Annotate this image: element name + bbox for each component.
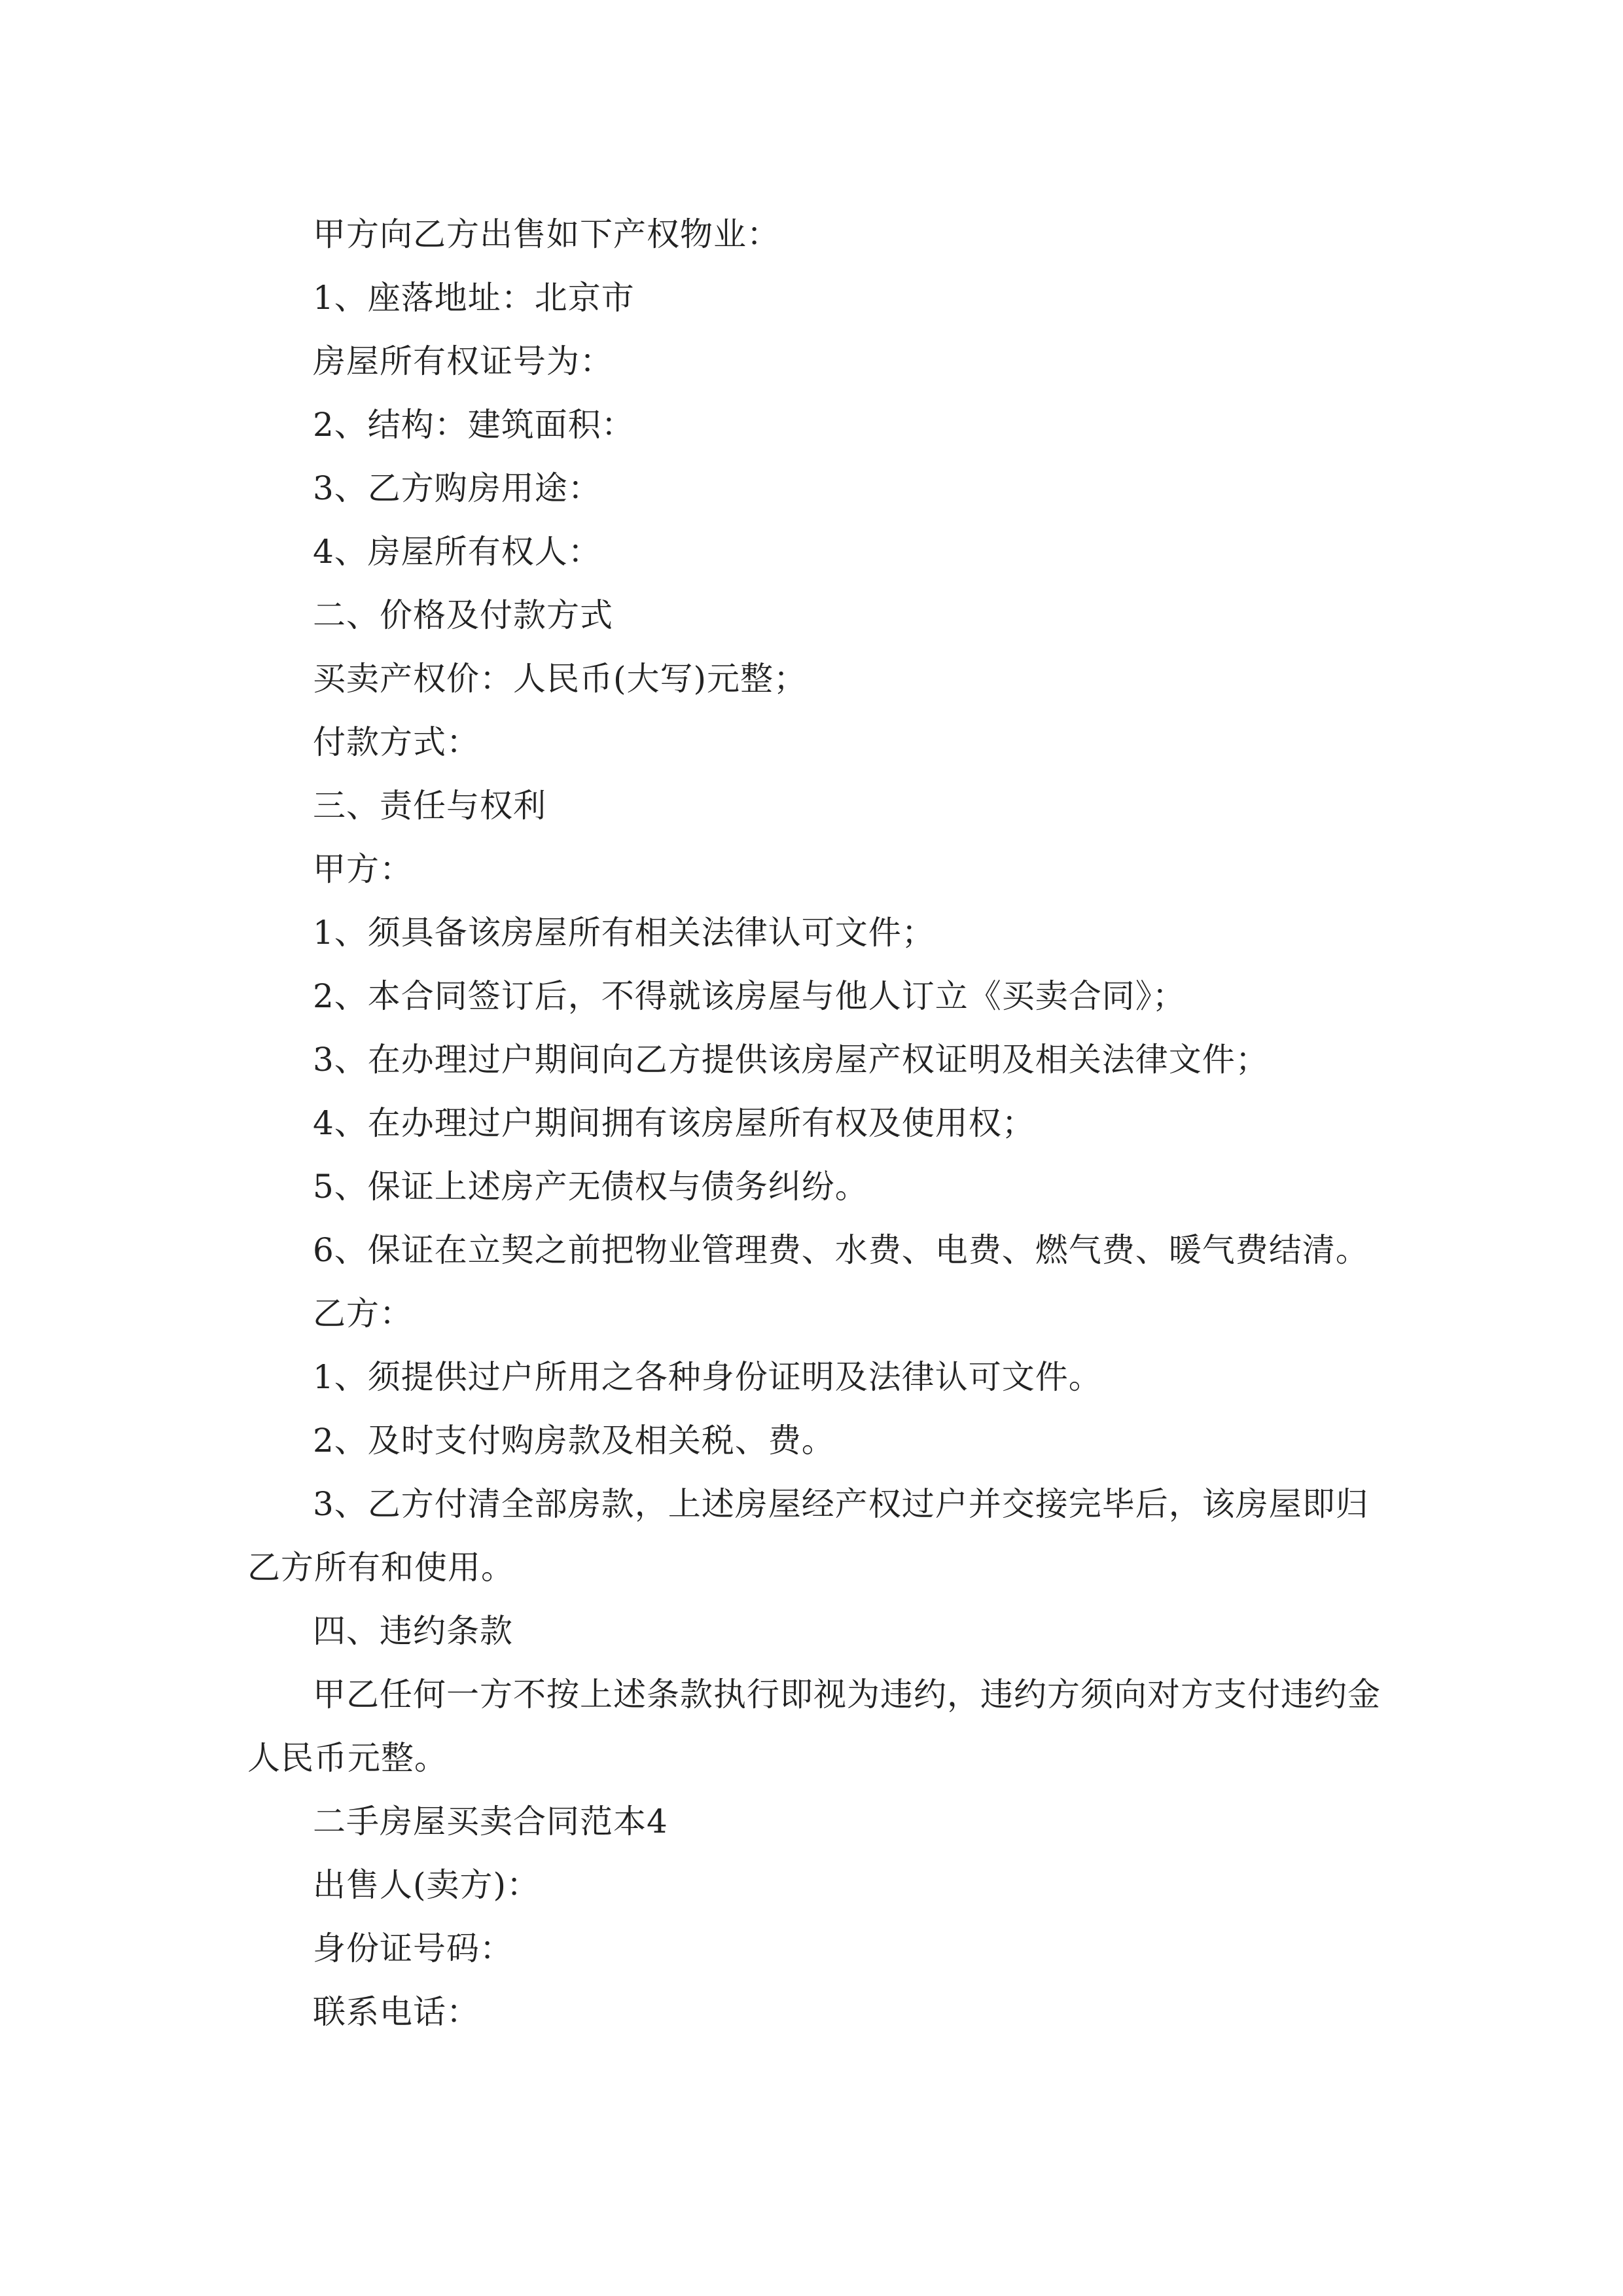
id-number-label: 身份证号码： <box>313 1929 513 1967</box>
party-a-item-2: 2、本合同签订后，不得就该房屋与他人订立《买卖合同》； <box>313 977 1186 1015</box>
document-body <box>247 203 1381 2044</box>
paragraph-certificate-number: 房屋所有权证号为： <box>313 342 613 380</box>
party-a-item-4: 4、在办理过户期间拥有该房屋所有权及使用权； <box>313 1104 1035 1142</box>
paragraph-owner: 4、房屋所有权人： <box>313 533 601 571</box>
section-heading-breach: 四、违约条款 <box>313 1612 513 1650</box>
section-heading-price-payment: 二、价格及付款方式 <box>313 596 613 634</box>
paragraph-structure-area: 2、结构：建筑面积： <box>313 406 635 444</box>
paragraph-purchase-purpose: 3、乙方购房用途： <box>313 469 601 507</box>
party-a-item-5: 5、保证上述房产无债权与债务纠纷。 <box>313 1168 868 1206</box>
phone-label: 联系电话： <box>313 1993 480 2031</box>
party-a-item-6: 6、保证在立契之前把物业管理费、水费、电费、燃气费、暖气费结清。 <box>313 1231 1369 1269</box>
party-a-label: 甲方： <box>313 850 413 888</box>
party-b-item-2: 2、及时支付购房款及相关税、费。 <box>313 1422 835 1460</box>
paragraph-breach-terms: 甲乙任何一方不按上述条款执行即视为违约，违约方须向对方支付违约金人民币元整。 <box>247 1676 1381 1777</box>
party-b-item-1: 1、须提供过户所用之各种身份证明及法律认可文件。 <box>313 1358 1102 1396</box>
paragraph-price: 买卖产权价：人民币(大写)元整； <box>313 660 808 698</box>
template-title: 二手房屋买卖合同范本4 <box>313 1803 668 1840</box>
paragraph-sale-intro: 甲方向乙方出售如下产权物业： <box>313 215 780 253</box>
party-a-item-3: 3、在办理过户期间向乙方提供该房屋产权证明及相关法律文件； <box>313 1041 1269 1079</box>
section-heading-responsibilities: 三、责任与权利 <box>313 787 546 825</box>
paragraph-payment-method: 付款方式： <box>313 723 480 761</box>
seller-label: 出售人(卖方)： <box>313 1866 541 1904</box>
party-a-item-1: 1、须具备该房屋所有相关法律认可文件； <box>313 914 935 952</box>
party-b-item-3: 3、乙方付清全部房款，上述房屋经产权过户并交接完毕后，该房屋即归乙方所有和使用。 <box>247 1485 1369 1587</box>
party-b-label: 乙方： <box>313 1295 413 1333</box>
paragraph-address: 1、座落地址：北京市 <box>313 279 635 317</box>
